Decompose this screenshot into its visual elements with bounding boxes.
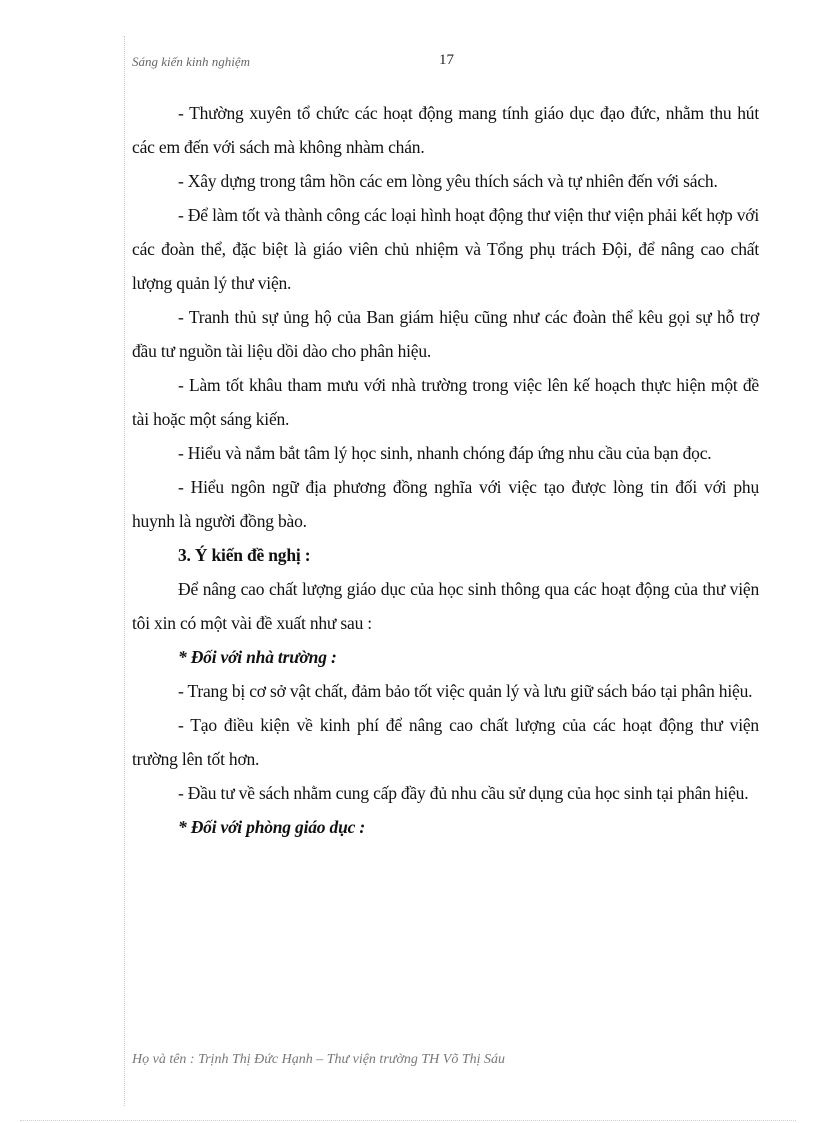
page-bottom-guide xyxy=(20,1120,796,1121)
page-footer: Họ và tên : Trịnh Thị Đức Hạnh – Thư viện trường TH Võ Thị Sáu xyxy=(132,1052,505,1067)
paragraph: - Xây dựng trong tâm hồn các em lòng yêu thích sách và tự nhiên đến với sách. xyxy=(178,171,718,191)
page-header xyxy=(132,52,762,74)
intro-paragraph: Để nâng cao chất lượng giáo dục của học sinh thông qua các hoạt động của thư viện tôi xin có một vài đề xuất như sau : xyxy=(132,579,759,633)
section-heading: 3. Ý kiến đề nghị : xyxy=(178,545,311,565)
paragraph: - Hiểu ngôn ngữ địa phương đồng nghĩa với việc tạo được lòng tin đối với phụ huynh là người đồng bào. xyxy=(132,477,759,531)
school-item: - Đầu tư về sách nhằm cung cấp đầy đủ nhu cầu sử dụng của học sinh tại phân hiệu. xyxy=(178,783,749,803)
paragraph: - Hiểu và nắm bắt tâm lý học sinh, nhanh chóng đáp ứng nhu cầu của bạn đọc. xyxy=(178,443,712,463)
document-body xyxy=(132,96,759,844)
school-item: - Tạo điều kiện về kinh phí để nâng cao chất lượng của các hoạt động thư viện trường lên tốt hơn. xyxy=(132,715,759,769)
school-subheading: * Đối với nhà trường : xyxy=(178,647,337,667)
paragraph: - Tranh thủ sự ủng hộ của Ban giám hiệu cũng như các đoàn thể kêu gọi sự hỗ trợ đầu tư nguồn tài liệu dồi dào cho phân hiệu. xyxy=(132,307,759,361)
department-subheading: * Đối với phòng giáo dục : xyxy=(178,817,365,837)
header-title: Sáng kiến kinh nghiệm xyxy=(132,54,251,69)
school-item: - Trang bị cơ sở vật chất, đảm bảo tốt việc quản lý và lưu giữ sách báo tại phân hiệu. xyxy=(178,681,753,701)
paragraph: - Làm tốt khâu tham mưu với nhà trường trong việc lên kế hoạch thực hiện một đề tài hoặc một sáng kiến. xyxy=(132,375,759,429)
paragraph: - Thường xuyên tổ chức các hoạt động mang tính giáo dục đạo đức, nhằm thu hút các em đến với sách mà không nhàm chán. xyxy=(132,103,759,157)
paragraph: - Để làm tốt và thành công các loại hình hoạt động thư viện thư viện phải kết hợp với các đoàn thể, đặc biệt là giáo viên chủ nhiệm và Tổng phụ trách Đội, để nâng cao chất lượng quản lý thư viện. xyxy=(132,205,759,293)
page-margin-guide xyxy=(124,36,125,1106)
page-number: 17 xyxy=(439,52,454,68)
